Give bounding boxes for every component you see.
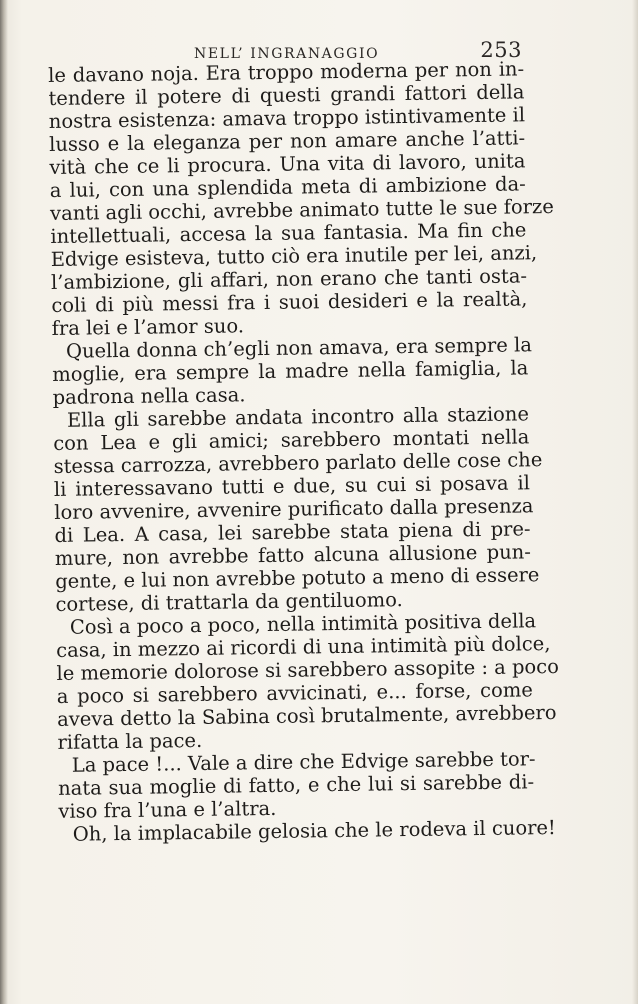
text-line: Quella donna ch’egli non amava, era sempre la	[65, 333, 533, 363]
text-line: Così a poco a poco, nella intimità positiva della	[69, 609, 537, 639]
text-line: cortese, di trattarla da gentiluomo.	[55, 588, 403, 616]
body-text	[48, 57, 560, 846]
text-line: stessa carrozza, avrebbero parlato delle cose che	[53, 448, 543, 478]
text-line: casa, in mezzo ai ricordi di una intimità più dolce,	[56, 632, 551, 662]
text-line: nostra esistenza: amava troppo istintivamente il	[48, 103, 526, 133]
text-line: Ella gli sarebbe andata incontro alla stazione	[66, 402, 530, 432]
text-line: fra lei e l’amor suo.	[51, 314, 245, 340]
text-line: viso fra l’una e l’altra.	[58, 796, 277, 823]
text-line: con Lea e gli amici; sarebbero montati nella	[53, 425, 530, 455]
text-line: lusso e la eleganza per non amare anche l’atti-	[48, 126, 526, 156]
text-line: vità che ce li procura. Una vita di lavoro, unita	[49, 149, 526, 179]
text-line: rifatta la pace.	[57, 728, 203, 754]
text-line: La pace !... Vale a dire che Edvige sarebbe tor-	[71, 747, 536, 777]
text-line: le davano noja. Era troppo moderna per non in-	[48, 57, 525, 87]
page-number: 253	[480, 38, 522, 62]
text-line: vanti agli occhi, avrebbe animato tutte le sue forze	[49, 194, 554, 225]
text-line: Oh, la implacabile gelosia che le rodeva il cuore!	[72, 815, 556, 846]
text-line: coli di più messi fra i suoi desideri e la realtà,	[51, 287, 528, 317]
text-line: nata sua moglie di fatto, e che lui si sarebbe di-	[57, 770, 535, 800]
text-line: aveva detto la Sabina così brutalmente, avrebbero	[56, 700, 557, 731]
page-edge	[632, 0, 638, 1004]
text-line: loro avvenire, avvenire purificato dalla presenza	[54, 494, 534, 524]
text-line: gente, e lui non avrebbe potuto a meno di essere	[55, 563, 540, 593]
running-title: NELL’ INGRANAGGIO	[194, 46, 380, 62]
text-line: padrona nella casa.	[52, 383, 246, 409]
text-line: tendere il potere di questi grandi fattori della	[48, 80, 525, 110]
page-gutter	[0, 0, 8, 1004]
text-line: mure, non avrebbe fatto alcuna allusione pun-	[54, 540, 532, 570]
text-line: l’ambizione, gli affari, non erano che tanti osta-	[50, 264, 528, 294]
text-line: di Lea. A casa, lei sarebbe stata piena di pre-	[54, 517, 531, 547]
text-line: Edvige esisteva, tutto ciò era inutile per lei, anzi,	[50, 241, 538, 271]
text-line: le memorie dolorose si sarebbero assopite : a poco	[56, 654, 560, 685]
text-line: a poco si sarebbero avvicinati, e... forse, come	[56, 678, 533, 708]
text-line: moglie, era sempre la madre nella famiglia, la	[52, 356, 529, 386]
text-line: li interessavano tutti e due, su cui si posava il	[53, 471, 531, 501]
text-line: intellettuali, accesa la sua fantasia. Ma fin che	[50, 218, 527, 248]
text-line: a lui, con una splendida meta di ambizione da-	[49, 172, 526, 202]
